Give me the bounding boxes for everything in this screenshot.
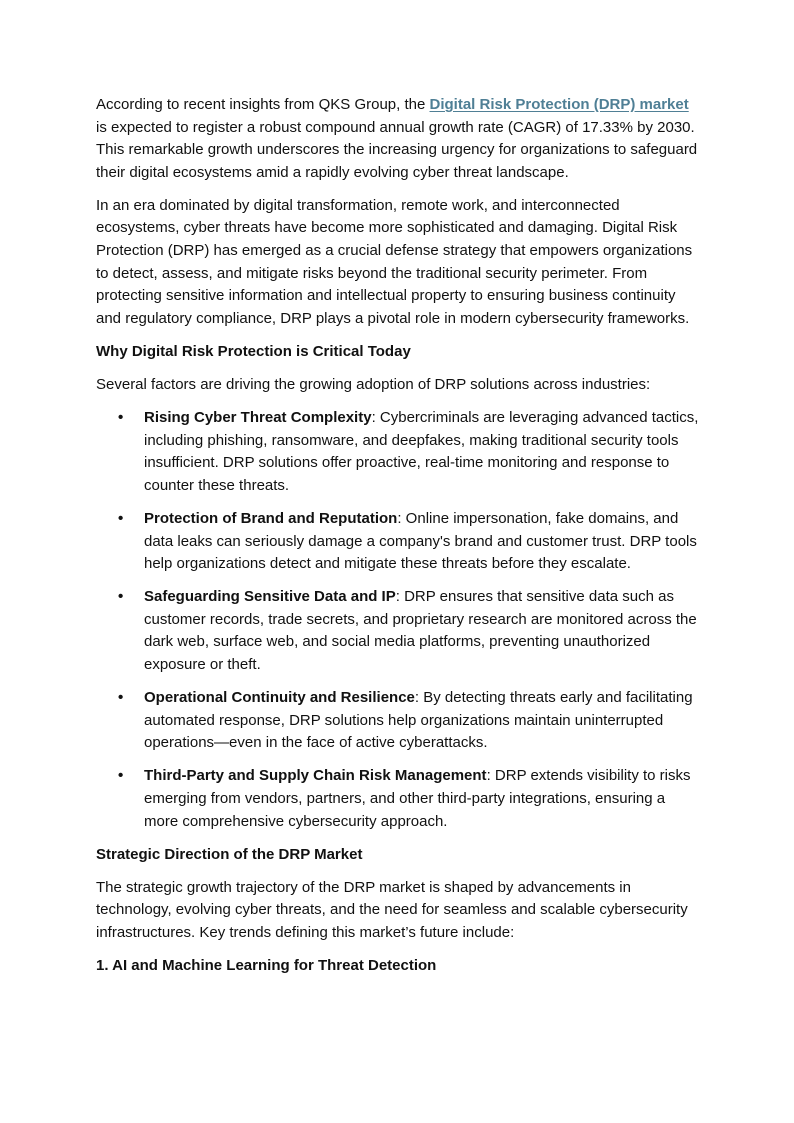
list-item-text: : DRP ensures that sensitive data such as customer records, trade secrets, and proprietary research are monitored across the dark web, surface web, and social media platforms, preventing unauthorized exposure or theft. [144,588,697,674]
ai-ml-subheading: 1. AI and Machine Learning for Threat Detection [96,957,437,975]
intro-text-after-link: is expected to register a robust compound annual growth rate (CAGR) of 17.33% by 2030. This remarkable growth underscores the increasing urgency for organizations to safeguard their digital ecosystems amid a rapidly evolving cyber threat landscape. [96,118,698,181]
list-item [96,407,700,497]
bullet-icon: • [118,767,124,785]
strategic-direction-heading: Strategic Direction of the DRP Market [96,845,363,863]
list-item-term: Protection of Brand and Reputation [144,510,398,527]
intro-paragraph-2: In an era dominated by digital transformation, remote work, and interconnected ecosystems, cyber threats have become more sophisticated and damaging. Digital Risk Protection (DRP) has emerged as a crucial defense strategy that empowers organizations to detect, assess, and mitigate risks beyond the traditional security perimeter. From protecting sensitive information and intellectual property to ensuring business continuity and regulatory compliance, DRP plays a pivotal role in modern cybersecurity frameworks. [96,196,693,327]
why-drp-heading: Why Digital Risk Protection is Critical Today [96,342,411,360]
strategic-direction-paragraph: The strategic growth trajectory of the DRP market is shaped by advancements in technology, evolving cyber threats, and the need for seamless and scalable cybersecurity infrastructures. Key trends defining this market’s future include: [96,878,688,941]
bullet-icon: • [118,510,124,527]
intro-text-before-link: According to recent insights from QKS Group, the [96,96,430,113]
list-item-term: Safeguarding Sensitive Data and IP [144,588,396,606]
list-item-text: : Cybercriminals are leveraging advanced tactics, including phishing, ransomware, and deepfakes, making traditional security tools insufficient. DRP solutions offer proactive, real-time monitoring and response to counter these threats. [144,409,699,494]
list-item [96,586,700,676]
list-item-text: : By detecting threats early and facilitating automated response, DRP solutions help organizations maintain uninterrupted operations—even in the face of active cyberattacks. [144,689,693,752]
bullet-icon: • [118,689,124,707]
list-item-text: : Online impersonation, fake domains, and data leaks can seriously damage a company's brand and customer trust. DRP tools help organizations detect and mitigate these threats before they escalate. [144,510,697,573]
list-item [96,687,700,755]
list-item [96,508,700,576]
list-item [96,765,700,833]
intro-paragraph-1 [96,94,700,184]
list-item-term: Third-Party and Supply Chain Risk Management [144,767,487,785]
why-drp-lead: Several factors are driving the growing adoption of DRP solutions across industries: [96,376,651,394]
list-item-term: Rising Cyber Threat Complexity [144,409,372,427]
bullet-icon: • [118,588,124,606]
document-page [96,94,700,988]
drp-market-link[interactable]: Digital Risk Protection (DRP) market [429,96,689,113]
list-item-term: Operational Continuity and Resilience [144,689,415,707]
list-item-text: : DRP extends visibility to risks emerging from vendors, partners, and other third-party integrations, ensuring a more comprehensive cybersecurity approach. [144,767,691,830]
bullet-icon: • [118,409,124,427]
factors-list [96,407,700,833]
